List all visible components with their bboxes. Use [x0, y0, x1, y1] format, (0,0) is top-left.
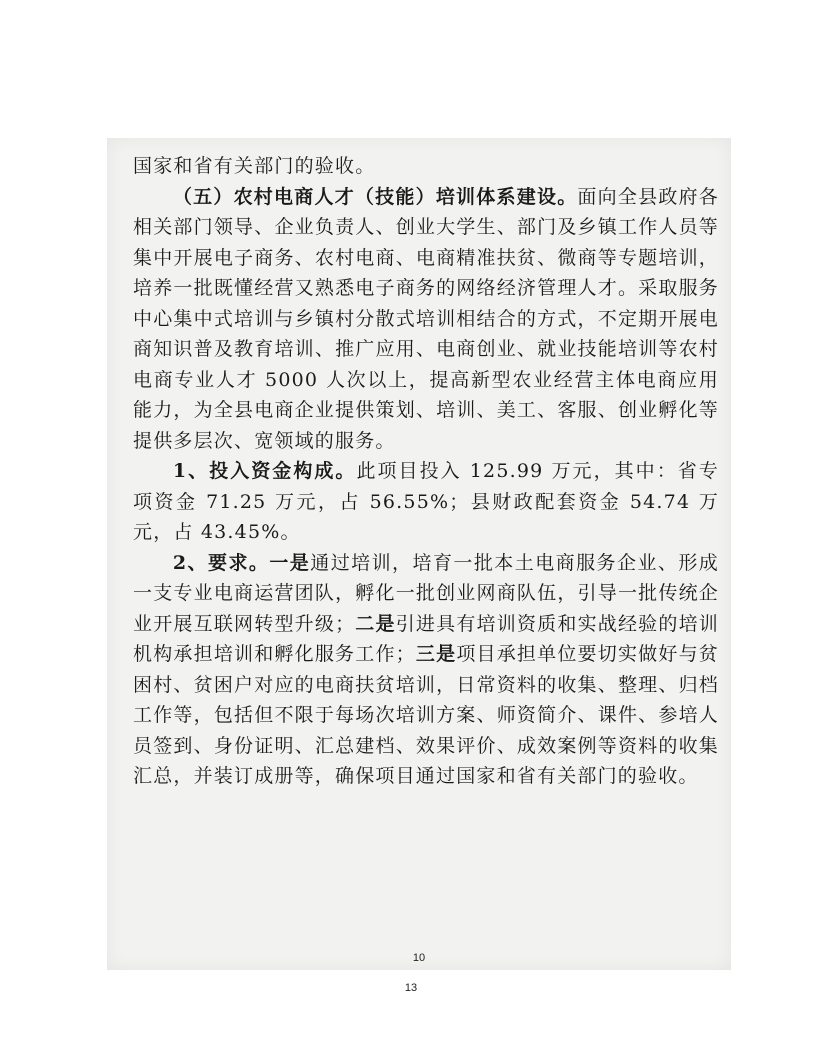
- page-number-outer: 13: [404, 982, 418, 994]
- page-number-inner: 10: [412, 952, 426, 964]
- section-body: 面向全县政府各相关部门领导、企业负责人、创业大学生、部门及乡镇工作人员等集中开展电子商务、农村电商、电商精准扶贫、微商等专题培训，培养一批既懂经营又熟悉电子商务的网络经济管理人才。采取服务中心集中式培训与乡镇村分散式培训相结合的方式，不定期开展电商知识普及教育培训、推广应用、电商创业、就业技能培训等农村电商专业人才 5000 人次以上，提高新型农业经营主体电商应用能力，为全县电商企业提供策划、培训、美工、客服、创业孵化等提供多层次、宽领域的服务。: [133, 185, 719, 452]
- paragraph-continuation: 国家和省有关部门的验收。: [133, 155, 376, 177]
- req-2-text: 引进具有培训资质和实战经验的培训机构承担培训和孵化服务工作；: [133, 612, 720, 665]
- requirements-heading: 2、要求。: [172, 551, 270, 574]
- paragraph-section-5: [133, 182, 719, 457]
- req-2-label: 二是: [355, 612, 396, 635]
- paragraph-funding: [133, 456, 719, 548]
- req-3-label: 三是: [415, 643, 457, 665]
- paragraph-requirements: [133, 548, 719, 792]
- req-3-text: 项目承担单位要切实做好与贫困村、贫困户对应的电商扶贫培训，日常资料的收集、整理、归档工作等，包括但不限于每场次培训方案、师资简介、课件、参培人员签到、身份证明、汇总建档、效果评价、成效案例等资料的收集汇总，并装订成册等，确保项目通过国家和省有关部门的验收。: [133, 643, 719, 787]
- funding-heading: 1、投入资金构成。: [172, 460, 357, 482]
- document-body: [133, 151, 719, 792]
- req-1-label: 一是: [269, 551, 311, 574]
- funding-body: 此项目投入 125.99 万元，其中：省专项资金 71.25 万元，占 56.55%；县财政配套资金 54.74 万元，占 43.45%。: [133, 460, 719, 543]
- req-1-text: 通过培训，培育一批本土电商服务企业、形成一支专业电商运营团队，孵化一批创业网商队伍，引导一批传统企业开展互联网转型升级；: [133, 551, 719, 635]
- section-heading: （五）农村电商人才（技能）培训体系建设。: [172, 185, 578, 208]
